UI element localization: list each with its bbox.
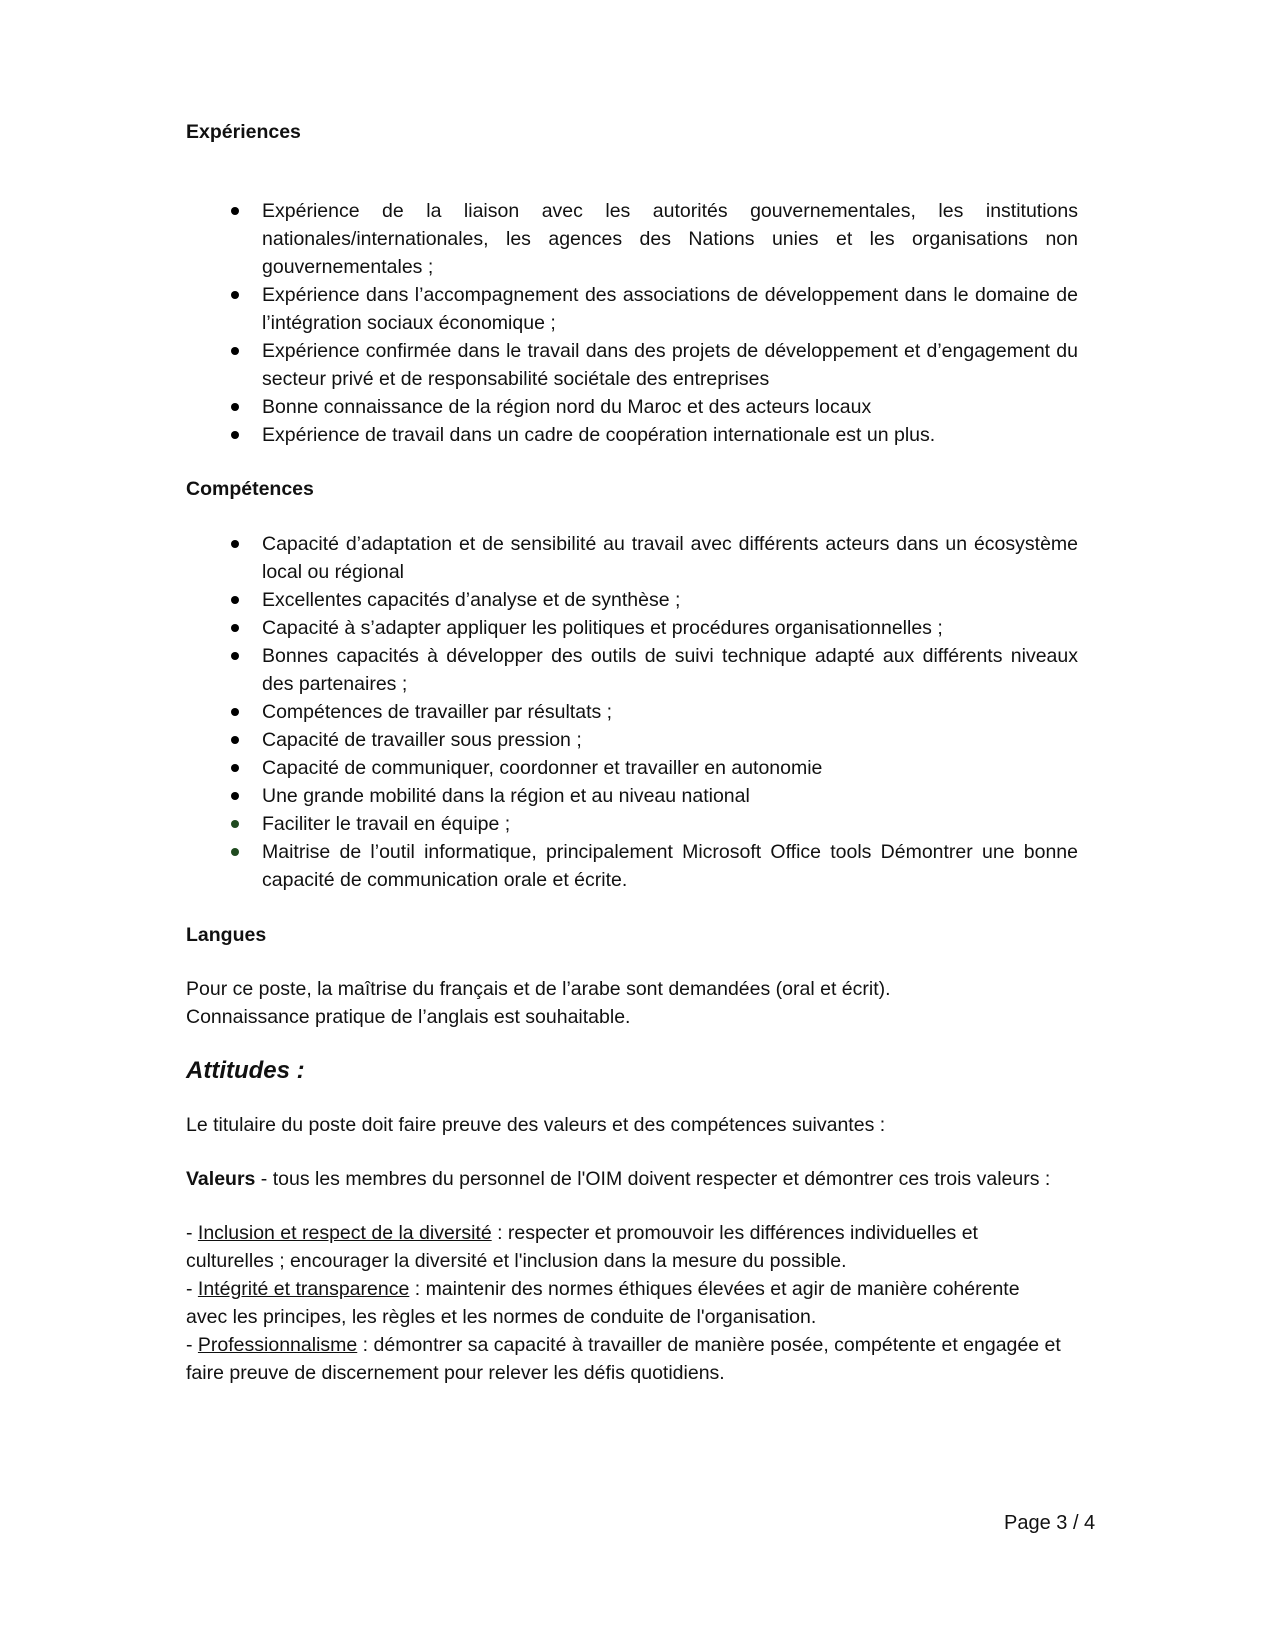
list-item: Expérience confirmée dans le travail dans des projets de développement et d’engagement du secteur privé et de responsabilité sociétale des entreprises [186, 337, 1078, 393]
valeurs-label: Valeurs [186, 1168, 256, 1190]
bullet-icon [231, 431, 239, 439]
list-item: Capacité de travailler sous pression ; [186, 726, 1078, 754]
valeurs-paragraph [186, 1165, 1116, 1193]
list-item: Expérience dans l’accompagnement des associations de développement dans le domaine de l’intégration sociaux économique ; [186, 281, 1078, 337]
value-name: Intégrité et transparence [197, 1278, 410, 1300]
bullet-icon [231, 624, 239, 632]
attitudes-intro: Le titulaire du poste doit faire preuve des valeurs et des compétences suivantes : [186, 1114, 886, 1136]
list-item: Capacité d’adaptation et de sensibilité au travail avec différents acteurs dans un écosystème local ou régional [186, 530, 1078, 586]
bullet-icon [231, 848, 239, 856]
langues-line-2: Connaissance pratique de l’anglais est souhaitable. [186, 1006, 631, 1028]
list-item: Bonnes capacités à développer des outils de suivi technique adapté aux différents niveaux des partenaires ; [186, 642, 1078, 698]
value-item: - Inclusion et respect de la diversité : respecter et promouvoir les différences individuelles et culturelles ; encourager la diversité et l'inclusion dans la mesure du possible. [186, 1222, 978, 1272]
bullet-icon [231, 820, 239, 828]
competences-heading: Compétences [186, 478, 314, 500]
list-item: Maitrise de l’outil informatique, principalement Microsoft Office tools Démontrer une bonne capacité de communication orale et écrite. [186, 838, 1078, 894]
bullet-icon [231, 403, 239, 411]
experiences-list [186, 197, 1116, 449]
value-name: Inclusion et respect de la diversité [197, 1222, 492, 1244]
bullet-icon [231, 764, 239, 772]
values-list [186, 1219, 1116, 1387]
bullet-icon [231, 347, 239, 355]
document-page [186, 118, 1116, 1387]
bullet-icon [231, 291, 239, 299]
page-number: Page 3 / 4 [1004, 1512, 1096, 1534]
bullet-icon [231, 736, 239, 744]
list-item: Compétences de travailler par résultats ; [186, 698, 1078, 726]
competences-list [186, 530, 1116, 894]
list-item: Excellentes capacités d’analyse et de synthèse ; [186, 586, 1078, 614]
langues-heading: Langues [186, 924, 267, 946]
bullet-icon [231, 596, 239, 604]
list-item: Bonne connaissance de la région nord du Maroc et des acteurs locaux [186, 393, 1078, 421]
langues-line-1: Pour ce poste, la maîtrise du français et de l’arabe sont demandées (oral et écrit). [186, 978, 891, 1000]
list-item: Faciliter le travail en équipe ; [186, 810, 1078, 838]
valeurs-text: - tous les membres du personnel de l'OIM doivent respecter et démontrer ces trois valeurs : [255, 1168, 1051, 1190]
list-item: Capacité de communiquer, coordonner et travailler en autonomie [186, 754, 1078, 782]
value-item: - Intégrité et transparence : maintenir des normes éthiques élevées et agir de manière cohérente avec les principes, les règles et les normes de conduite de l'organisation. [186, 1278, 1020, 1328]
attitudes-heading: Attitudes : [186, 1057, 305, 1084]
experiences-heading: Expériences [186, 121, 301, 143]
value-name: Professionnalisme [197, 1334, 358, 1356]
list-item: Expérience de la liaison avec les autorités gouvernementales, les institutions nationales/internationales, les agences des Nations unies et les organisations non gouvernementales ; [186, 197, 1078, 281]
bullet-icon [231, 207, 239, 215]
list-item: Une grande mobilité dans la région et au niveau national [186, 782, 1078, 810]
value-item: - Professionnalisme : démontrer sa capacité à travailler de manière posée, compétente et engagée et faire preuve de discernement pour relever les défis quotidiens. [186, 1334, 1061, 1384]
bullet-icon [231, 792, 239, 800]
bullet-icon [231, 708, 239, 716]
list-item: Capacité à s’adapter appliquer les politiques et procédures organisationnelles ; [186, 614, 1078, 642]
bullet-icon [231, 540, 239, 548]
list-item: Expérience de travail dans un cadre de coopération internationale est un plus. [186, 421, 1078, 449]
bullet-icon [231, 652, 239, 660]
